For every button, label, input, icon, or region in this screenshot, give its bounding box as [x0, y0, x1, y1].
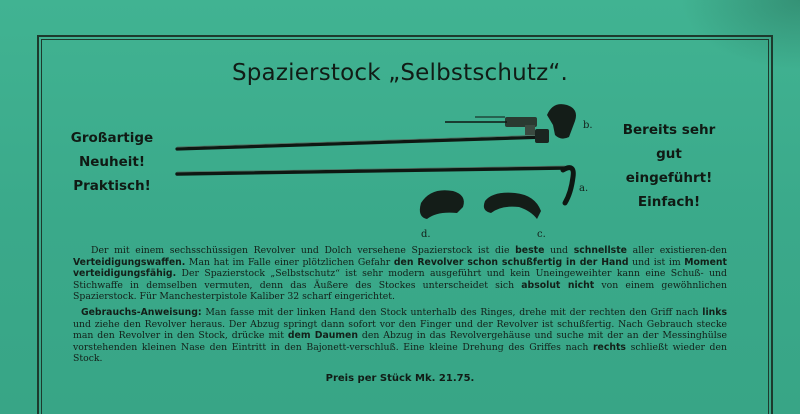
text-run: Man hat im Falle einer plötzlichen Gefahr [185, 256, 394, 268]
right-slogan [614, 118, 724, 214]
bold-run: absolut nicht [521, 279, 595, 291]
price-line: Preis per Stück Mk. 21.75. [325, 373, 475, 384]
paragraph-instructions [73, 307, 727, 365]
right-slogan-line-3: Einfach! [637, 194, 701, 210]
bold-run: Moment verteidigungsfähig. [73, 256, 727, 280]
paragraph-description [73, 245, 727, 303]
bold-run: rechts [592, 341, 626, 353]
text-run: und ist im [628, 256, 685, 268]
bold-run: dem Daumen [287, 330, 358, 342]
right-slogan-line-1: Bereits sehr [622, 122, 716, 138]
left-slogan-line-3: Praktisch! [73, 178, 151, 194]
left-slogan [62, 126, 162, 198]
left-slogan-line-1: Großartige [70, 130, 154, 146]
handle-d [420, 190, 464, 240]
text-run: von einem gewöhnlichen Spazierstock. Für Manchesterpistole Kaliber 32 scharf eingerichtet. [73, 279, 728, 303]
left-slogan-line-2: Neuheit! [78, 154, 146, 170]
text-run: und ziehe den Revolver heraus. Der Abzug springt dann sofort vor den Finger und der Revolver ist schußfertig. Nach Gebrauch stecke man den Revolver in den Stock, drücke mit [73, 318, 727, 342]
description-text [73, 245, 727, 365]
bold-run: Verteidigungswaffen. [73, 256, 186, 268]
figure-label-c: c. [537, 229, 546, 240]
stick-b [177, 104, 593, 149]
text-run: Man fasse mit der linken Hand den Stock unterhalb des Ringes, drehe mit der rechten den Griff nach [201, 306, 703, 318]
text-run: und [544, 245, 574, 256]
handle-c [484, 193, 546, 240]
bold-run: schnellste [573, 245, 627, 256]
bold-run: beste [515, 245, 545, 256]
text-run: schließt wieder den Stock. [73, 341, 728, 365]
text-run: aller existieren-den [626, 245, 728, 256]
text-run: Der Spazierstock „Selbstschutz“ ist sehr modern ausgeführt und kein Uneingeweihter kann eine Schuß- und Stichwaffe in demselben vermuten, denn das Äußere des Stockes unterscheidet sich [73, 268, 727, 291]
page-title: Spazierstock „Selbstschutz“. [231, 60, 569, 86]
right-slogan-line-2: gut eingeführt! [625, 146, 713, 186]
bold-run: den Revolver schon schußfertig in der Hand [393, 256, 629, 268]
figure-label-a: a. [579, 183, 589, 194]
bold-run: links [702, 306, 727, 318]
instructions-heading: Gebrauchs-Anweisung: [81, 306, 202, 318]
figure-label-d: d. [421, 229, 431, 240]
figure-label-b: b. [583, 120, 593, 131]
text-run: Der mit einem sechsschüssigen Revolver und Dolch versehene Spazierstock ist die [91, 245, 516, 256]
walking-stick-illustration [175, 95, 605, 245]
text-run: den Abzug in das Revolvergehäuse und suche mit der an der Messinghülse vorstehenden kleinen Nase den Eintritt in den Bajonett-verschluß. Eine kleine Drehung des Griffes nach [73, 330, 728, 353]
